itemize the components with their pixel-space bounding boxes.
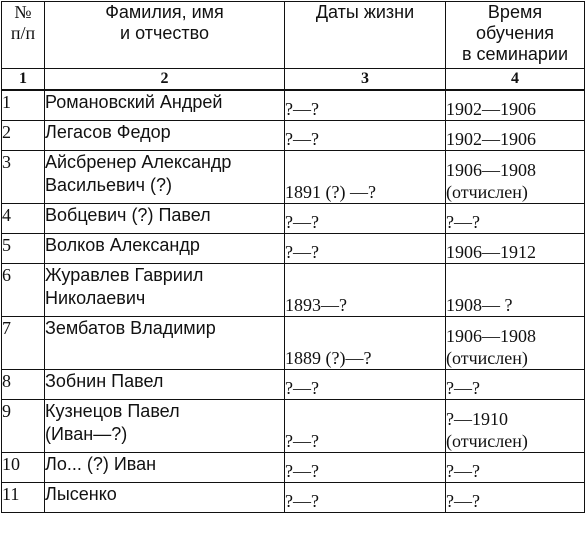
header-full-name: Фамилия, имя и отчество xyxy=(45,2,285,69)
student-name-line: Васильевич (?) xyxy=(45,175,172,195)
student-name-line: Зембатов Владимир xyxy=(45,318,216,338)
life-dates xyxy=(285,234,446,264)
study-period xyxy=(446,204,585,234)
student-name-line: Волков Александр xyxy=(45,235,200,255)
student-name-line: Романовский Андрей xyxy=(45,92,223,112)
student-name-line: (Иван—?) xyxy=(45,424,128,444)
column-number: 1 xyxy=(2,69,45,91)
life-dates-line: ?—? xyxy=(285,378,319,398)
student-name xyxy=(45,90,285,121)
study-period xyxy=(446,234,585,264)
row-number: 2 xyxy=(2,121,45,151)
student-name-line: Кузнецов Павел xyxy=(45,401,180,421)
table-row xyxy=(2,400,585,453)
student-name-line: Зобнин Павел xyxy=(45,371,164,391)
column-number-row xyxy=(2,69,585,91)
life-dates-line: ?—? xyxy=(285,99,319,119)
student-name xyxy=(45,400,285,453)
study-period xyxy=(446,483,585,513)
student-name xyxy=(45,204,285,234)
study-period-line: ?—? xyxy=(446,491,480,511)
life-dates-line: ?—? xyxy=(285,212,319,232)
table-row xyxy=(2,90,585,121)
life-dates xyxy=(285,370,446,400)
student-name xyxy=(45,264,285,317)
life-dates-line: ?—? xyxy=(285,491,319,511)
study-period-line: ?—? xyxy=(446,461,480,481)
student-name-line: Лысенко xyxy=(45,484,117,504)
life-dates xyxy=(285,151,446,204)
row-number: 3 xyxy=(2,151,45,204)
table-header-row xyxy=(2,2,585,69)
student-name-line: Журавлев Гавриил xyxy=(45,265,204,285)
student-name xyxy=(45,370,285,400)
study-period-line: (отчислен) xyxy=(446,182,528,202)
row-number: 11 xyxy=(2,483,45,513)
student-name xyxy=(45,483,285,513)
table-row xyxy=(2,234,585,264)
life-dates xyxy=(285,400,446,453)
row-number: 8 xyxy=(2,370,45,400)
table-row xyxy=(2,317,585,370)
table-row xyxy=(2,453,585,483)
life-dates xyxy=(285,317,446,370)
student-name-line: Вобцевич (?) Павел xyxy=(45,205,211,225)
study-period-line: ?—1910 xyxy=(446,409,508,429)
row-number: 1 xyxy=(2,90,45,121)
study-period-line: (отчислен) xyxy=(446,348,528,368)
study-period-line: 1908— ? xyxy=(446,295,513,315)
life-dates-line: 1893—? xyxy=(285,295,347,315)
life-dates-line: ?—? xyxy=(285,461,319,481)
table-row xyxy=(2,204,585,234)
study-period xyxy=(446,264,585,317)
row-number: 9 xyxy=(2,400,45,453)
column-number: 2 xyxy=(45,69,285,91)
table-row xyxy=(2,370,585,400)
life-dates xyxy=(285,453,446,483)
study-period xyxy=(446,453,585,483)
study-period-line: (отчислен) xyxy=(446,431,528,451)
study-period xyxy=(446,121,585,151)
row-number: 4 xyxy=(2,204,45,234)
life-dates xyxy=(285,121,446,151)
study-period-line: 1906—1912 xyxy=(446,242,536,262)
study-period-line: 1906—1908 xyxy=(446,160,536,180)
life-dates xyxy=(285,204,446,234)
life-dates-line: ?—? xyxy=(285,129,319,149)
student-name xyxy=(45,151,285,204)
row-number: 6 xyxy=(2,264,45,317)
study-period xyxy=(446,400,585,453)
table-row xyxy=(2,121,585,151)
table-row xyxy=(2,151,585,204)
header-number: № п/п xyxy=(2,2,45,69)
study-period-line: 1902—1906 xyxy=(446,129,536,149)
student-name xyxy=(45,453,285,483)
student-name-line: Ло... (?) Иван xyxy=(45,454,157,474)
table-body xyxy=(2,90,585,513)
life-dates xyxy=(285,90,446,121)
study-period-line: ?—? xyxy=(446,378,480,398)
row-number: 10 xyxy=(2,453,45,483)
header-study-period: Время обучения в семинарии xyxy=(446,2,585,69)
life-dates-line: ?—? xyxy=(285,242,319,262)
table-row xyxy=(2,264,585,317)
seminary-students-table xyxy=(1,1,585,513)
student-name-line: Айсбренер Александр xyxy=(45,152,232,172)
header-life-dates: Даты жизни xyxy=(285,2,446,69)
life-dates xyxy=(285,264,446,317)
column-number: 4 xyxy=(446,69,585,91)
student-name-line: Легасов Федор xyxy=(45,122,171,142)
study-period xyxy=(446,317,585,370)
student-name xyxy=(45,121,285,151)
life-dates-line: ?—? xyxy=(285,431,319,451)
table-row xyxy=(2,483,585,513)
study-period xyxy=(446,370,585,400)
life-dates-line: 1891 (?) —? xyxy=(285,182,376,202)
student-name xyxy=(45,234,285,264)
column-number: 3 xyxy=(285,69,446,91)
student-name-line: Николаевич xyxy=(45,288,146,308)
study-period-line: 1906—1908 xyxy=(446,326,536,346)
row-number: 5 xyxy=(2,234,45,264)
life-dates xyxy=(285,483,446,513)
study-period xyxy=(446,151,585,204)
study-period-line: ?—? xyxy=(446,212,480,232)
life-dates-line: 1889 (?)—? xyxy=(285,348,372,368)
student-name xyxy=(45,317,285,370)
row-number: 7 xyxy=(2,317,45,370)
study-period-line: 1902—1906 xyxy=(446,99,536,119)
study-period xyxy=(446,90,585,121)
